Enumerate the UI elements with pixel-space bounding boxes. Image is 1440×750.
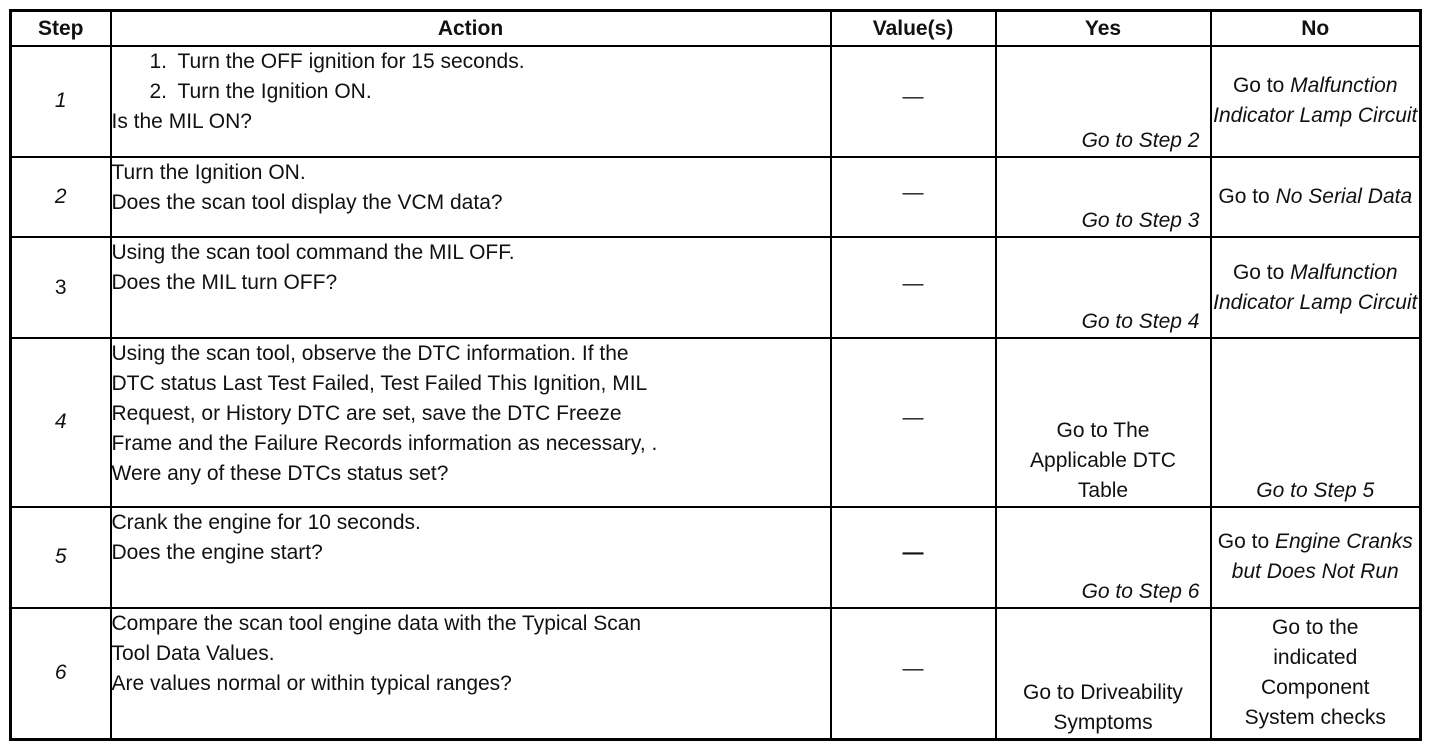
action-line: Using the scan tool, observe the DTC information. If the xyxy=(111,341,629,365)
no-link: Malfunction Indicator Lamp Circuit xyxy=(1213,260,1418,314)
action-list-item xyxy=(112,77,830,107)
action-text: Using the scan tool command the MIL OFF. xyxy=(111,241,515,265)
header-step: Step xyxy=(11,11,111,47)
table-row xyxy=(11,46,1421,157)
table-row xyxy=(11,338,1421,507)
yes-cell xyxy=(996,338,1211,507)
action-question: Were any of these DTCs status set? xyxy=(111,461,449,485)
no-cell xyxy=(1211,157,1421,238)
list-number: 1. xyxy=(149,50,168,73)
list-text: Turn the Ignition ON. xyxy=(177,80,372,103)
value-cell xyxy=(831,507,996,608)
yes-cell: Go to Step 2 xyxy=(996,46,1211,157)
no-cell xyxy=(1211,237,1421,338)
step-number: 2 xyxy=(11,157,111,238)
yes-text: Go to Driveability Symptoms xyxy=(1023,681,1183,734)
step-number: 3 xyxy=(11,237,111,338)
no-link: Malfunction Indicator Lamp Circuit xyxy=(1213,74,1418,128)
action-question: Is the MIL ON? xyxy=(111,110,252,133)
diagnostic-table xyxy=(9,9,1422,741)
yes-text: Go to The Applicable DTC Table xyxy=(1030,418,1176,502)
action-line: Request, or History DTC are set, save the DTC Freeze xyxy=(111,401,622,425)
action-text: Crank the engine for 10 seconds. xyxy=(111,510,421,534)
table-row xyxy=(11,507,1421,608)
no-link: No Serial Data xyxy=(1275,184,1413,208)
action-list-item xyxy=(112,47,830,77)
action-text: Turn the Ignition ON. xyxy=(111,160,306,184)
action-line: Frame and the Failure Records information as necessary, . xyxy=(111,431,658,455)
yes-cell: Go to Step 4 xyxy=(996,237,1211,338)
action-cell xyxy=(111,237,831,338)
header-row xyxy=(11,11,1421,47)
value-dash: — xyxy=(902,180,924,204)
table-row xyxy=(11,237,1421,338)
yes-cell: Go to Step 6 xyxy=(996,507,1211,608)
action-question: Does the MIL turn OFF? xyxy=(111,271,338,295)
value-dash: — xyxy=(902,271,924,295)
action-line: DTC status Last Test Failed, Test Failed This Ignition, MIL xyxy=(111,371,648,395)
value-cell xyxy=(831,338,996,507)
action-cell xyxy=(111,507,831,608)
value-dash: — xyxy=(902,85,924,109)
header-action: Action xyxy=(111,11,831,47)
no-cell xyxy=(1211,507,1421,608)
no-cell xyxy=(1211,608,1421,740)
no-link: Engine Cranks but Does Not Run xyxy=(1231,530,1413,584)
action-question: Does the engine start? xyxy=(111,540,323,564)
no-prefix: Go to xyxy=(1217,530,1270,554)
no-prefix: Go to xyxy=(1232,74,1285,98)
value-dash: — xyxy=(902,406,924,430)
value-cell xyxy=(831,157,996,238)
value-dash: — xyxy=(902,657,924,681)
step-number: 5 xyxy=(11,507,111,608)
no-text: Go to the indicated Component System checks xyxy=(1244,616,1386,730)
action-question: Are values normal or within typical ranges? xyxy=(111,671,512,695)
no-prefix: Go to xyxy=(1232,260,1285,284)
value-dash: — xyxy=(902,541,924,565)
list-number: 2. xyxy=(149,80,168,103)
no-cell: Go to Step 5 xyxy=(1211,338,1421,507)
header-no: No xyxy=(1211,11,1421,47)
yes-cell xyxy=(996,608,1211,740)
header-values: Value(s) xyxy=(831,11,996,47)
step-number: 1 xyxy=(11,46,111,157)
action-question: Does the scan tool display the VCM data? xyxy=(111,190,503,214)
action-cell xyxy=(111,157,831,238)
list-text: Turn the OFF ignition for 15 seconds. xyxy=(177,50,525,73)
action-cell xyxy=(111,46,831,157)
header-yes: Yes xyxy=(996,11,1211,47)
table-row xyxy=(11,157,1421,238)
table-row xyxy=(11,608,1421,740)
value-cell xyxy=(831,46,996,157)
value-cell xyxy=(831,237,996,338)
step-number: 4 xyxy=(11,338,111,507)
value-cell xyxy=(831,608,996,740)
action-cell xyxy=(111,338,831,507)
action-cell xyxy=(111,608,831,740)
step-number: 6 xyxy=(11,608,111,740)
yes-cell: Go to Step 3 xyxy=(996,157,1211,238)
action-line: Tool Data Values. xyxy=(111,641,275,665)
no-prefix: Go to xyxy=(1218,184,1270,208)
action-line: Compare the scan tool engine data with the Typical Scan xyxy=(111,611,642,635)
no-cell xyxy=(1211,46,1421,157)
